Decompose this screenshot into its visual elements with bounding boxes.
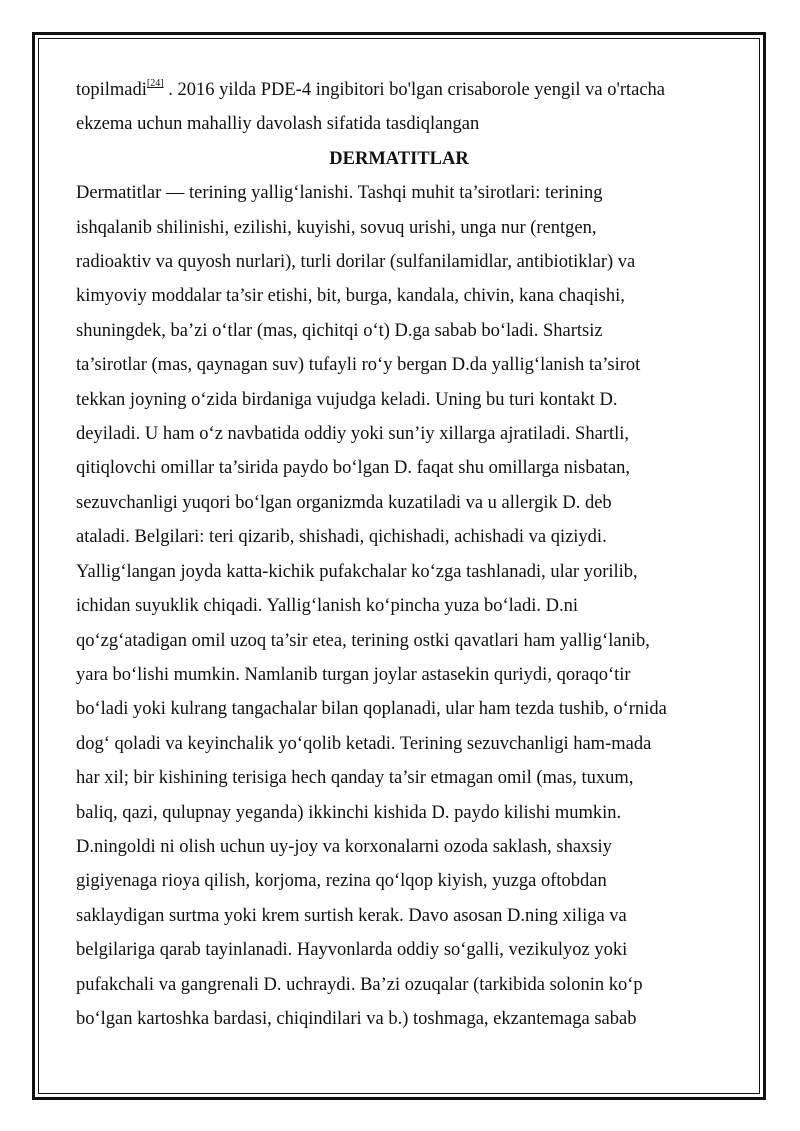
- paragraph-line: qitiqlovchi omillar ta’sirida paydo bo‘lgan D. faqat shu omillarga nisbatan,: [76, 458, 631, 479]
- section-paragraph: [76, 176, 722, 1036]
- paragraph-line: deyiladi. U ham o‘z navbatida oddiy yoki sun’iy xillarga ajratiladi. Shartli,: [76, 424, 629, 445]
- paragraph-line: D.ningoldi ni olish uchun uy-joy va korxonalarni ozoda saklash, shaxsiy: [76, 836, 612, 857]
- paragraph-line: ichidan suyuklik chiqadi. Yallig‘lanish ko‘pincha yuza bo‘ladi. D.ni: [76, 596, 578, 617]
- section-heading: DERMATITLAR: [329, 148, 469, 169]
- paragraph-line: kimyoviy moddalar ta’sir etishi, bit, burga, kandala, chivin, kana chaqishi,: [76, 286, 625, 307]
- paragraph-line: dog‘ qoladi va keyinchalik yo‘qolib ketadi. Terining sezuvchanligi ham-mada: [76, 733, 652, 754]
- paragraph-line: gigiyenaga rioya qilish, korjoma, rezina qo‘lqop kiyish, yuzga oftobdan: [76, 871, 607, 892]
- intro-line-2: ekzema uchun mahalliy davolash sifatida tasdiqlangan: [76, 114, 480, 135]
- footnote-reference-link[interactable]: [24]: [146, 78, 164, 89]
- paragraph-line: shuningdek, ba’zi o‘tlar (mas, qichitqi o‘t) D.ga sabab bo‘ladi. Shartsiz: [76, 320, 603, 341]
- paragraph-line: yara bo‘lishi mumkin. Namlanib turgan joylar astasekin quriydi, qoraqo‘tir: [76, 664, 631, 685]
- paragraph-line: har xil; bir kishining terisiga hech qanday ta’sir etmagan omil (mas, tuxum,: [76, 768, 634, 789]
- paragraph-line: ataladi. Belgilari: teri qizarib, shishadi, qichishadi, achishadi va qiziydi.: [76, 527, 607, 548]
- document-body: [76, 73, 722, 1036]
- paragraph-line: saklaydigan surtma yoki krem surtish kerak. Davo asosan D.ning xiliga va: [76, 905, 627, 926]
- paragraph-line: qo‘zg‘atadigan omil uzoq ta’sir etea, terining ostki qavatlari ham yallig‘lanib,: [76, 630, 650, 651]
- intro-text-end: . 2016 yilda PDE-4 ingibitori bo'lgan crisaborole yengil va o'rtacha: [163, 80, 666, 100]
- intro-text-start: topilmadi: [76, 80, 147, 100]
- paragraph-line: belgilariga qarab tayinlanadi. Hayvonlarda oddiy so‘galli, vezikulyoz yoki: [76, 940, 628, 961]
- intro-line-1: [76, 73, 722, 107]
- paragraph-line: baliq, qazi, qulupnay yeganda) ikkinchi kishida D. paydo kilishi mumkin.: [76, 802, 622, 823]
- paragraph-line: radioaktiv va quyosh nurlari), turli dorilar (sulfanilamidlar, antibiotiklar) va: [76, 252, 636, 273]
- paragraph-line: bo‘lgan kartoshka bardasi, chiqindilari va b.) toshmaga, ekzantemaga sabab: [76, 1008, 637, 1029]
- paragraph-line: pufakchali va gangrenali D. uchraydi. Ba’zi ozuqalar (tarkibida solonin ko‘p: [76, 974, 643, 995]
- paragraph-line: Dermatitlar — terining yallig‘lanishi. Tashqi muhit ta’sirotlari: terining: [76, 183, 603, 204]
- paragraph-line: ta’sirotlar (mas, qaynagan suv) tufayli ro‘y bergan D.da yallig‘lanish ta’sirot: [76, 355, 641, 376]
- paragraph-line: tekkan joyning o‘zida birdaniga vujudga keladi. Uning bu turi kontakt D.: [76, 389, 618, 410]
- paragraph-line: sezuvchanligi yuqori bo‘lgan organizmda kuzatiladi va u allergik D. deb: [76, 492, 612, 513]
- paragraph-line: bo‘ladi yoki kulrang tangachalar bilan qoplanadi, ular ham tezda tushib, o‘rnida: [76, 699, 667, 720]
- paragraph-line: ishqalanib shilinishi, ezilishi, kuyishi, sovuq urishi, unga nur (rentgen,: [76, 217, 597, 238]
- paragraph-line: Yallig‘langan joyda katta-kichik pufakchalar ko‘zga tashlanadi, ular yorilib,: [76, 561, 638, 582]
